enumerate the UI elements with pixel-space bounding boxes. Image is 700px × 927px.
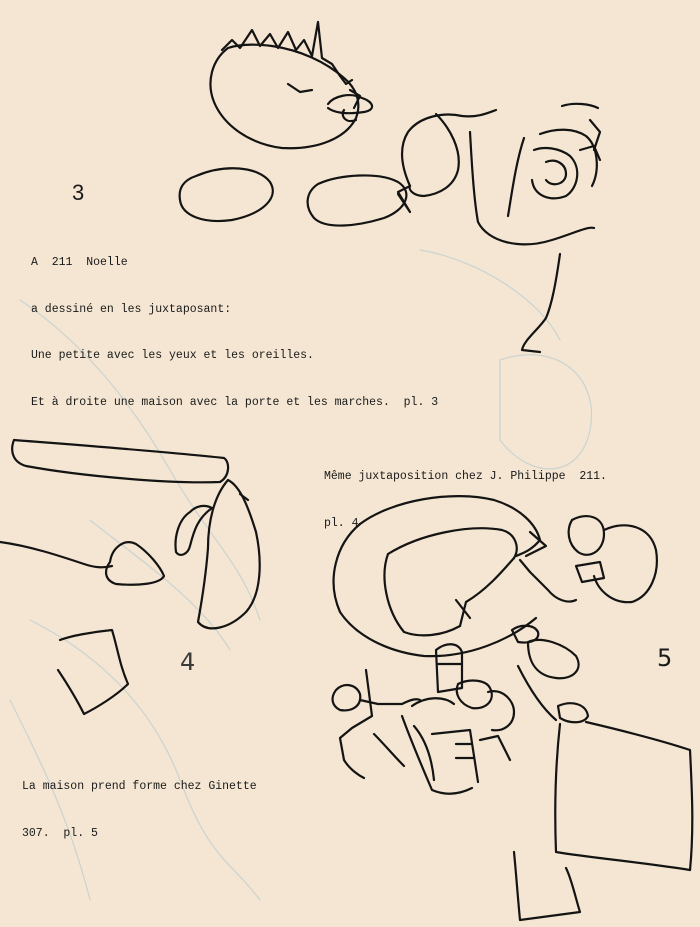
handwritten-plate-number-4: 4 <box>180 648 196 676</box>
handwritten-plate-number-5: 5 <box>657 644 673 672</box>
caption-line: A 211 Noelle <box>31 256 128 269</box>
caption-ginette <box>22 748 257 872</box>
caption-noelle <box>31 224 438 441</box>
caption-line: Une petite avec les yeux et les oreilles. <box>31 349 314 362</box>
caption-line: La maison prend forme chez Ginette <box>22 780 257 793</box>
caption-line: Et à droite une maison avec la porte et les marches. pl. 3 <box>31 395 439 409</box>
caption-line: a dessiné en les juxtaposant: <box>31 302 232 316</box>
lower-house-drawing <box>333 626 693 920</box>
caption-line: pl. 4 <box>324 516 359 530</box>
caption-philippe <box>324 438 607 562</box>
caption-line: Même juxtaposition chez J. Philippe 211. <box>324 470 607 483</box>
caption-line: 307. pl. 5 <box>22 826 98 840</box>
plate-number-3: 3 <box>72 180 85 205</box>
